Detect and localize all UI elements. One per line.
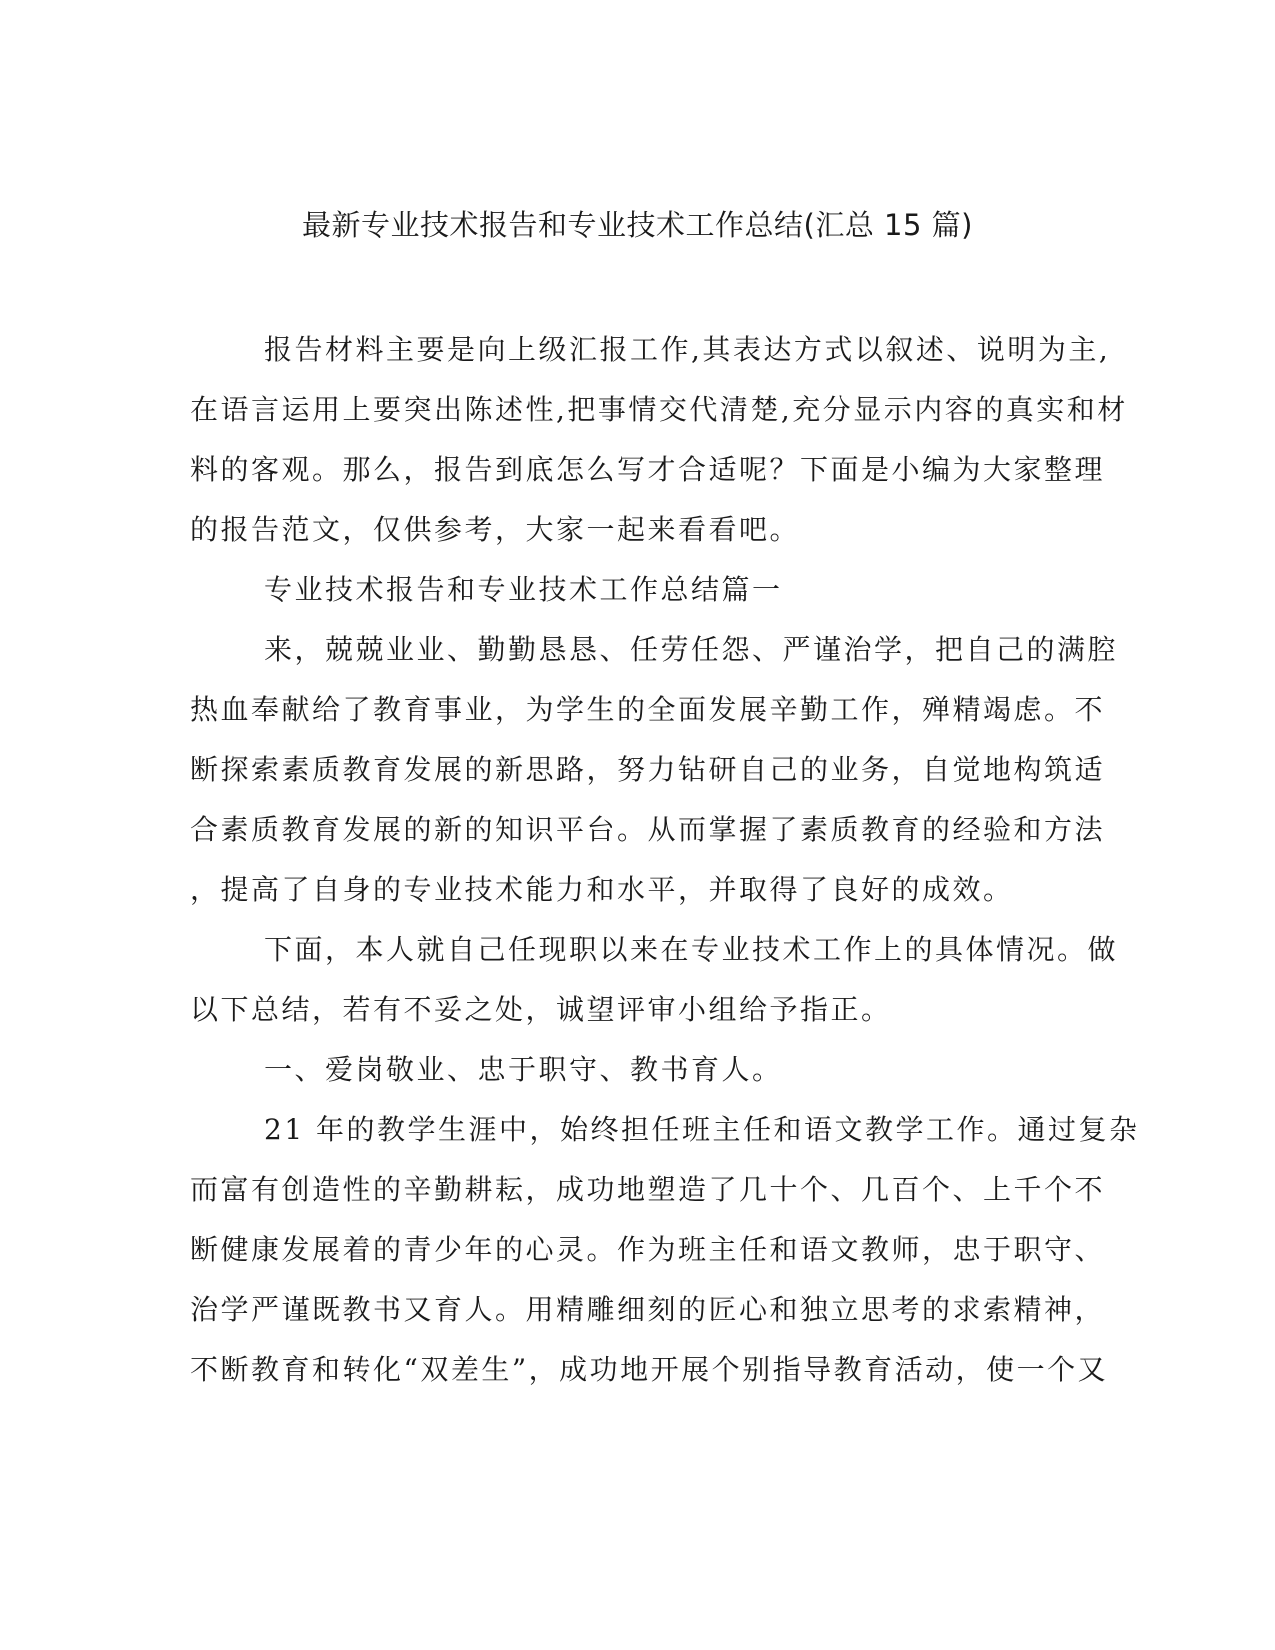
document-title: 最新专业技术报告和专业技术工作总结(汇总 15 篇): [302, 208, 973, 242]
paragraph-line: 下面，本人就自己任现职以来在专业技术工作上的具体情况。做: [264, 933, 1119, 966]
paragraph-line: 21 年的教学生涯中，始终担任班主任和语文教学工作。通过复杂: [264, 1113, 1140, 1146]
paragraph-line: 断探索素质教育发展的新思路，努力钻研自己的业务，自觉地构筑适: [190, 753, 1106, 786]
paragraph-line: 的报告范文，仅供参考，大家一起来看看吧。: [190, 513, 801, 546]
paragraph-line: 料的客观。那么，报告到底怎么写才合适呢？下面是小编为大家整理: [190, 453, 1106, 486]
section-heading: 一、爱岗敬业、忠于职守、教书育人。: [264, 1053, 783, 1086]
paragraph-line: 以下总结，若有不妥之处，诚望评审小组给予指正。: [190, 993, 892, 1026]
paragraph-line: ，提高了自身的专业技术能力和水平，并取得了良好的成效。: [190, 873, 1014, 906]
paragraph-line: 报告材料主要是向上级汇报工作,其表达方式以叙述、说明为主,: [264, 333, 1111, 366]
section-heading: 专业技术报告和专业技术工作总结篇一: [264, 573, 783, 606]
paragraph-line: 在语言运用上要突出陈述性,把事情交代清楚,充分显示内容的真实和材: [190, 393, 1128, 426]
paragraph-line: 不断教育和转化“双差生”，成功地开展个别指导教育活动，使一个又: [190, 1353, 1109, 1386]
paragraph-line: 合素质教育发展的新的知识平台。从而掌握了素质教育的经验和方法: [190, 813, 1106, 846]
paragraph-line: 热血奉献给了教育事业，为学生的全面发展辛勤工作，殚精竭虑。不: [190, 693, 1106, 726]
paragraph-line: 治学严谨既教书又育人。用精雕细刻的匠心和独立思考的求索精神，: [190, 1293, 1106, 1326]
paragraph-line: 来，兢兢业业、勤勤恳恳、任劳任怨、严谨治学，把自己的满腔: [264, 633, 1119, 666]
paragraph-line: 而富有创造性的辛勤耕耘，成功地塑造了几十个、几百个、上千个不: [190, 1173, 1106, 1206]
paragraph-line: 断健康发展着的青少年的心灵。作为班主任和语文教师，忠于职守、: [190, 1233, 1106, 1266]
